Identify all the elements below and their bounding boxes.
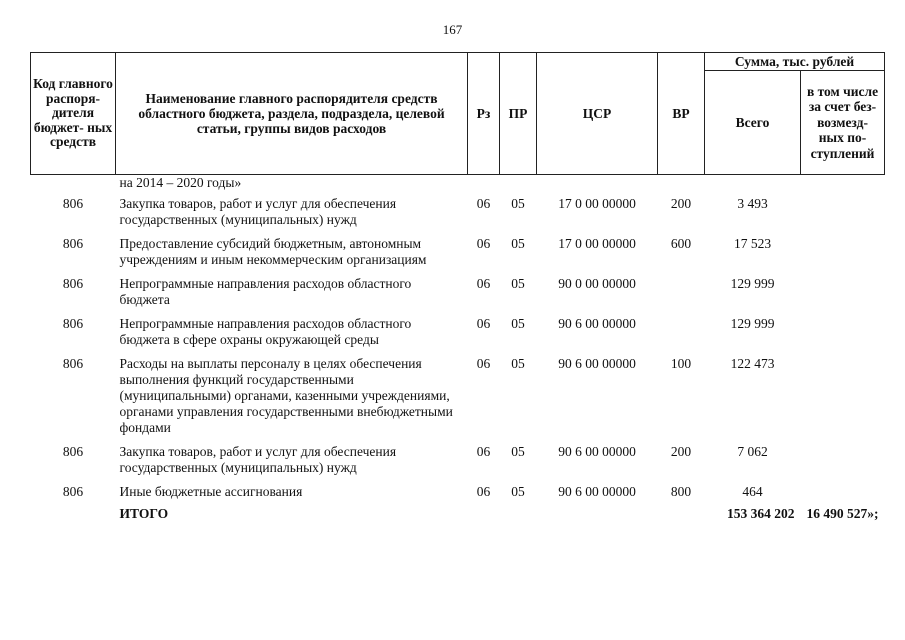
table-row (31, 313, 885, 353)
header-pr: ПР (500, 53, 537, 175)
row-total: 17 523 (733, 236, 772, 251)
row-pr: 05 (511, 484, 525, 499)
row-pr: 05 (511, 236, 525, 251)
row-name: Закупка товаров, работ и услуг для обеспечения государственных (муниципальных) нужд (119, 196, 397, 227)
row-csr: 17 0 00 00000 (558, 236, 636, 251)
row-total: 129 999 (730, 316, 775, 331)
row-csr: 90 0 00 00000 (558, 276, 636, 291)
table-row (31, 481, 885, 505)
row-name: Закупка товаров, работ и услуг для обеспечения государственных (муниципальных) нужд (119, 444, 397, 475)
header-vr: ВР (658, 53, 705, 175)
table-row (31, 233, 885, 273)
total-label: ИТОГО (119, 506, 169, 521)
grand-total: 153 364 202 (727, 506, 795, 521)
row-vr: 100 (670, 356, 692, 371)
grand-total-including: 16 490 527»; (806, 506, 879, 521)
row-name: Расходы на выплаты персоналу в целях обеспечения выполнения функций государственными (муниципальными) органами, казенными учреждениями, органами управления государственными внебюджетными фондами (119, 356, 453, 435)
header-total: Всего (705, 71, 801, 175)
row-vr: 800 (670, 484, 692, 499)
row-including (801, 273, 885, 313)
row-rz: 06 (476, 236, 491, 251)
table-row (31, 193, 885, 233)
row-including (801, 481, 885, 505)
row-rz: 06 (476, 316, 491, 331)
continuation-text: на 2014 – 2020 годы» (119, 175, 242, 190)
total-row (31, 505, 885, 524)
row-name: Предоставление субсидий бюджетным, автономным учреждениям и иным некоммерческим организациям (119, 236, 427, 267)
table-row (31, 353, 885, 441)
row-rz: 06 (476, 484, 491, 499)
row-csr: 90 6 00 00000 (558, 484, 636, 499)
budget-table (30, 52, 885, 524)
row-csr: 17 0 00 00000 (558, 196, 636, 211)
row-vr (658, 313, 705, 353)
row-total: 464 (742, 484, 763, 499)
row-pr: 05 (511, 316, 525, 331)
row-code: 806 (62, 356, 84, 371)
row-code: 806 (62, 276, 84, 291)
row-rz: 06 (476, 276, 491, 291)
row-csr: 90 6 00 00000 (558, 356, 636, 371)
row-including (801, 353, 885, 441)
header-name: Наименование главного распорядителя средств областного бюджета, раздела, подраздела, целевой статьи, группы видов расходов (116, 53, 468, 175)
row-code: 806 (62, 316, 84, 331)
row-code: 806 (62, 484, 84, 499)
row-including (801, 193, 885, 233)
row-rz: 06 (476, 196, 491, 211)
header-csr: ЦСР (537, 53, 658, 175)
row-code: 806 (62, 444, 84, 459)
row-including (801, 233, 885, 273)
continuation-row (31, 175, 885, 194)
table-body (31, 175, 885, 525)
header-sum: Сумма, тыс. рублей (705, 53, 885, 71)
row-csr: 90 6 00 00000 (558, 444, 636, 459)
header-including: в том числе за счет без- возмезд- ных по- ступлений (801, 71, 885, 175)
row-including (801, 313, 885, 353)
row-including (801, 441, 885, 481)
row-pr: 05 (511, 196, 525, 211)
row-name: Иные бюджетные ассигнования (119, 484, 303, 499)
row-vr: 200 (670, 196, 692, 211)
header-rz: Рз (468, 53, 500, 175)
table-row (31, 441, 885, 481)
row-pr: 05 (511, 276, 525, 291)
row-pr: 05 (511, 444, 525, 459)
row-name: Непрограммные направления расходов областного бюджета в сфере охраны окружающей среды (119, 316, 412, 347)
row-total: 129 999 (730, 276, 775, 291)
row-rz: 06 (476, 444, 491, 459)
table-header (31, 53, 885, 175)
row-vr: 200 (670, 444, 692, 459)
row-code: 806 (62, 236, 84, 251)
row-vr: 600 (670, 236, 692, 251)
row-rz: 06 (476, 356, 491, 371)
row-code: 806 (62, 196, 84, 211)
row-total: 3 493 (737, 196, 768, 211)
row-csr: 90 6 00 00000 (558, 316, 636, 331)
row-name: Непрограммные направления расходов областного бюджета (119, 276, 412, 307)
table-row (31, 273, 885, 313)
page-number: 167 (442, 22, 463, 37)
header-code: Код главного распоря- дителя бюджет- ных средств (31, 53, 116, 175)
row-pr: 05 (511, 356, 525, 371)
row-vr (658, 273, 705, 313)
row-total: 7 062 (737, 444, 768, 459)
row-total: 122 473 (730, 356, 775, 371)
